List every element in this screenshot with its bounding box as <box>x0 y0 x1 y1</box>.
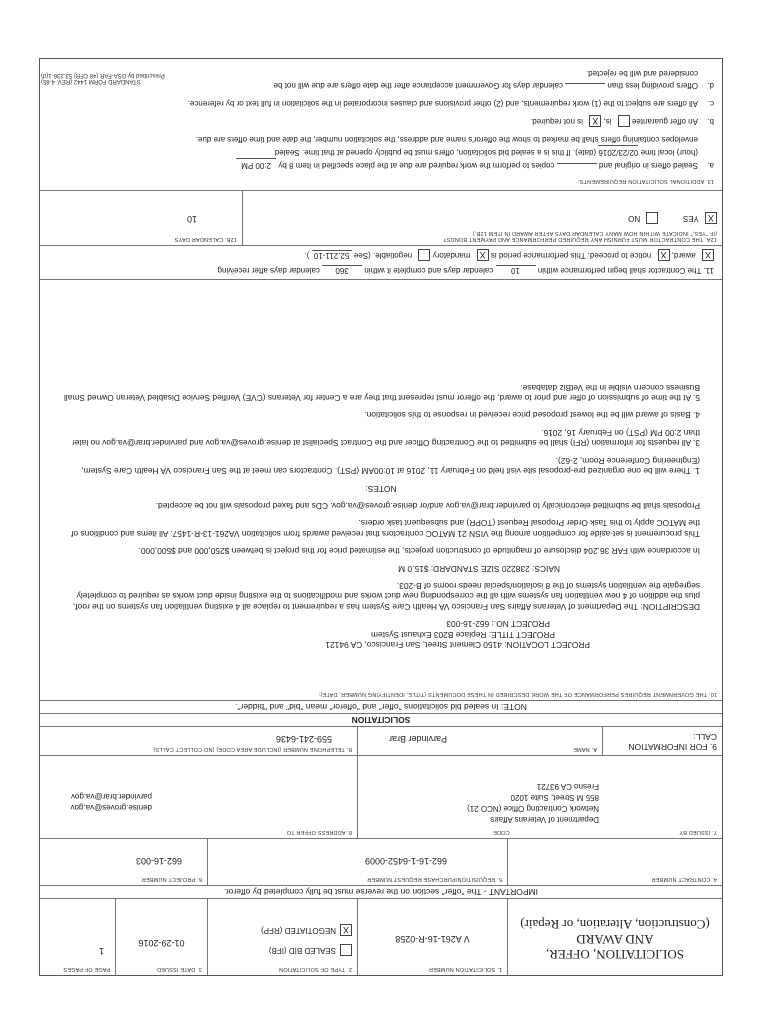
calendar-days-cell <box>40 191 242 245</box>
item-d-letter: d. <box>707 80 714 90</box>
mandatory-checkbox[interactable]: X <box>477 249 489 261</box>
issuer-line-3: 855 M Street, Suite 1020 <box>510 793 599 802</box>
item-d-text-1b: calendar days for Government acceptance after the date offers are due will not be <box>273 80 563 90</box>
form-title-cell <box>507 899 722 975</box>
bonds-no-checkbox[interactable] <box>646 212 658 224</box>
form-title-line-2: AND AWARD <box>576 932 654 947</box>
requisition-number-value: 662-16-1-6452-0009 <box>364 856 447 866</box>
item-a-letter: a. <box>707 161 714 170</box>
award-label: award, <box>671 250 696 260</box>
date-issued-cell <box>115 899 207 975</box>
note-3: 3. All requests for information (RFI) shall be submitted to the Contracting Officer and the Contract Specialist at denise.groves@va.gov and parvinder.brar@va.gov no later than 2:00 PM (PST) on February 16, 2016. <box>71 427 700 449</box>
for-information-cell <box>602 727 722 755</box>
bonds-sublabel: (IF "YES," INDICATE WITHIN HOW MANY CALENDAR DAYS AFTER AWARD IN ITEM 12B.) <box>472 230 717 236</box>
item-c-text: All offers are subject to the (1) work requirements, and (2) other provisions and clauses incorporated in the solicitation in full text or by reference. <box>187 98 698 108</box>
telephone-label: B. TELEPHONE NUMBER (INCLUDE AREA CODE) (NO COLLECT CALLS) <box>153 746 352 752</box>
guarantee-is-label: is, <box>603 116 612 126</box>
issuer-line-2: Network Contracting Office (NCO 21) <box>467 804 599 813</box>
negotiated-checkbox[interactable]: X <box>340 924 352 936</box>
contract-number-cell <box>507 839 722 885</box>
bonds-no-label: NO <box>628 213 641 223</box>
calendar-days-value: 10 <box>186 214 197 224</box>
set-aside-text: This procurement is set-aside for competition among the VISN 21 MATOC contractors that received awards from solicitation VA261-13-R-1457. All items and conditions of the MATOC apply to this Task Order Proposal Request (TOPR) and subsequent task orders. <box>71 518 700 539</box>
item-d-text-1: Offers providing less than <box>607 80 698 90</box>
guarantee-not-checkbox[interactable]: X <box>589 115 601 127</box>
project-no: PROJECT NO.: 662-16-003 <box>446 619 550 630</box>
page-of-pages-cell <box>40 899 115 975</box>
see-clause-end: ). <box>304 250 310 260</box>
item-b-letter: b. <box>707 117 714 126</box>
item-a-text-2b: (date). If this is a sealed bid solicitation, offers must be publicly opened at that time. Sealed <box>274 148 597 157</box>
note-1: 1. There will be one organized pre-proposal site visit held on February 11, 2016 at 10:00AM (PST). Contractors can meet at the San Francisco VA Health Care System, (Engineering Conference Room, 2-62). <box>81 455 700 477</box>
for-information-label: 9. FOR INFORMATION <box>628 742 717 752</box>
requisition-number-label: 5. REQUISITION/PURCHASE REQUEST NUMBER <box>367 876 502 882</box>
magnitude-text: In accordance with FAR 36.204 disclosure of magnitude of construction projects, the estimated price for this project is between $250,000 and $500,000. <box>138 546 700 557</box>
item-a-text-1b: copies to perform the work required are due at the place specified in Item 8 by <box>278 161 555 170</box>
calendar-days-label: 12B. CALENDAR DAYS <box>174 236 237 242</box>
requisition-number-cell <box>207 839 507 885</box>
form-footer <box>41 72 723 84</box>
page-of-pages-label: PAGE OF PAGES <box>63 966 110 972</box>
solicitation-number-cell <box>357 899 507 975</box>
solicitation-number-label: 1. SOLICITATION NUMBER <box>428 966 502 972</box>
contact-name-value: Parvinder Brar <box>388 734 447 744</box>
item-d-text-2: considered and will be rejected. <box>585 68 698 78</box>
due-date-value: 02/23/2016 <box>598 145 638 158</box>
sealed-bid-label: SEALED BID (IFB) <box>268 945 336 955</box>
work-description-label: 10. THE GOVERNMENT REQUIRES PERFORMANCE OF THE WORK DESCRIBED IN THESE DOCUMENTS (TITLE, IDENTIFYING NUMBER, DATE): <box>318 691 717 697</box>
form-title <box>513 917 717 962</box>
notes-heading: NOTES: <box>365 483 397 494</box>
project-description: DESCRIPTION: The Department of Veterans Affairs San Francisco VA Health Care System has a requirement to replace all 4 existing ventilation fan systems on the roof, plus the addition of 4 new ventilation fan systems with all the corresponding new duct works and modifications to the existing inside duct works as required to completely segregate the ventilation systems of the 8 isolation/special needs rooms of B-203. <box>72 580 700 612</box>
additional-requirements-label: 13. ADDITIONAL SOLICITATION REQUIREMENTS: <box>577 178 714 184</box>
bonds-label: 12A. THE CONTRACTOR MUST FURNISH ANY REQUIRED PERFORMANCE AND PAYMENT BONDS? <box>443 236 717 242</box>
important-notice: IMPORTANT - The "offer" section on the reverse must be fully completed by offeror. <box>40 885 722 898</box>
naics-size: NAICS: 238220 SIZE STANDARD: $15.0 M <box>398 563 560 574</box>
date-issued-value: 01-29-2016 <box>138 938 185 948</box>
solicitation-type-label: 2. TYPE OF SOLICITATION <box>278 966 352 972</box>
contact-name-label: A. NAME <box>572 746 597 752</box>
telephone-value: 559-241-6436 <box>275 734 332 744</box>
performance-text-1: 11. The Contractor shall begin performance within <box>537 266 714 275</box>
proposals-text: Proposals shall be submitted electronically to parvinder.brar@va.gov and/or denise.groves@va.gov. CDs and faxed proposals will not be accepted. <box>155 500 700 511</box>
note-4: 4. Basis of award will be the lowest proposed price received in response to this solicitation. <box>364 410 700 421</box>
issued-by-cell <box>357 756 722 838</box>
issued-by-label: 7. ISSUED BY <box>679 829 717 835</box>
standard-form-number: STANDARD FORM 1442 (REV. 4-85) <box>41 78 141 84</box>
project-number-label: 6. PROJECT NUMBER <box>141 876 202 882</box>
mandatory-label: mandatory <box>432 250 471 260</box>
project-title: PROJECT TITLE: Replace B203 Exhaust System <box>370 629 555 640</box>
solicitation-form <box>39 58 723 976</box>
performance-text-2: calendar days and complete it within <box>364 266 494 275</box>
solicitation-type-cell <box>207 899 357 975</box>
item-b-text: An offer guarantee <box>631 116 698 126</box>
issuer-line-4: Fresno CA 93721 <box>536 782 599 791</box>
contract-number-label: 4. CONTRACT NUMBER <box>651 876 717 882</box>
performance-block <box>40 245 722 279</box>
note-bar: NOTE: In sealed bid solicitations "offer" and "offeror" mean "bid" and "bidder". <box>40 700 722 713</box>
bonds-yes-label: YES <box>682 213 699 223</box>
item-a-text-1: Sealed offers in original and <box>598 161 698 170</box>
performance-text-3: calendar days after receiving <box>217 266 320 275</box>
address-offer-cell <box>40 756 357 838</box>
award-checkbox[interactable]: X <box>702 249 714 261</box>
negotiable-checkbox[interactable] <box>418 249 430 261</box>
contact-name-cell <box>357 727 602 755</box>
item-a-text-3: envelopes containing offers shall be marked to show the offeror's name and address, the solicitation number, the date and time offers are due. <box>195 135 698 144</box>
address-offer-label: 8. ADDRESS OFFER TO <box>286 829 352 835</box>
telephone-cell <box>40 727 357 755</box>
sealed-bid-checkbox[interactable] <box>340 944 352 956</box>
issued-by-code-label: CODE <box>493 829 510 835</box>
form-title-line-3: (Construction, Alteration, or Repair) <box>520 917 710 932</box>
item-a-text-2: (hour) local time <box>640 148 698 157</box>
solicitation-heading: SOLICITATION <box>40 713 722 726</box>
issuer-line-1: Department of Veterans Affairs <box>490 815 599 824</box>
solicitation-number-value: V A261-16-R-0258 <box>395 934 470 944</box>
complete-days-value: 360 <box>322 265 362 275</box>
prescribed-by: Prescribed by GSA-FAR (48 CFR) 53.236-1(d) <box>41 72 165 78</box>
date-issued-label: 3. DATE ISSUED <box>156 966 202 972</box>
negotiable-label: negotiable. (See <box>353 250 413 260</box>
bonds-cell <box>242 191 722 245</box>
page-of-pages-value: 1 <box>98 946 104 956</box>
begin-days-value: 10 <box>496 265 536 275</box>
form-title-line-1: SOLICITATION, OFFER, <box>546 947 684 962</box>
notice-to-proceed-checkbox[interactable]: X <box>658 249 670 261</box>
project-number-value: 662-16-003 <box>135 856 182 866</box>
call-label: CALL: <box>693 732 717 742</box>
address-line-1: denise.groves@va.gov <box>70 803 152 812</box>
work-description-block <box>40 279 722 700</box>
bonds-yes-checkbox[interactable]: X <box>705 212 717 224</box>
due-time-value: 2:00 PM <box>236 158 276 171</box>
negotiated-label: NEGOTIATED (RFP) <box>261 925 336 935</box>
guarantee-not-label: is not required. <box>530 116 583 126</box>
project-location: PROJECT LOCATION: 4150 Clement Street, San Francisco, CA 94121 <box>325 640 590 650</box>
item-c-letter: c. <box>707 98 714 108</box>
guarantee-is-checkbox[interactable] <box>618 115 630 127</box>
note-5: 5. At the time of submission of offer and prior to award, the offeror must represent that they are a Center for Veterans (CVE) Verified Service Disabled Veteran Owned Small Business concern visible in the VetBiz database. <box>63 382 700 404</box>
notice-to-proceed-label: notice to proceed. This performance period is <box>490 250 652 260</box>
project-number-cell <box>40 839 207 885</box>
address-line-2: parvinder.brar@va.gov <box>70 792 152 801</box>
see-clause-value: 52.211-10 <box>312 250 352 260</box>
